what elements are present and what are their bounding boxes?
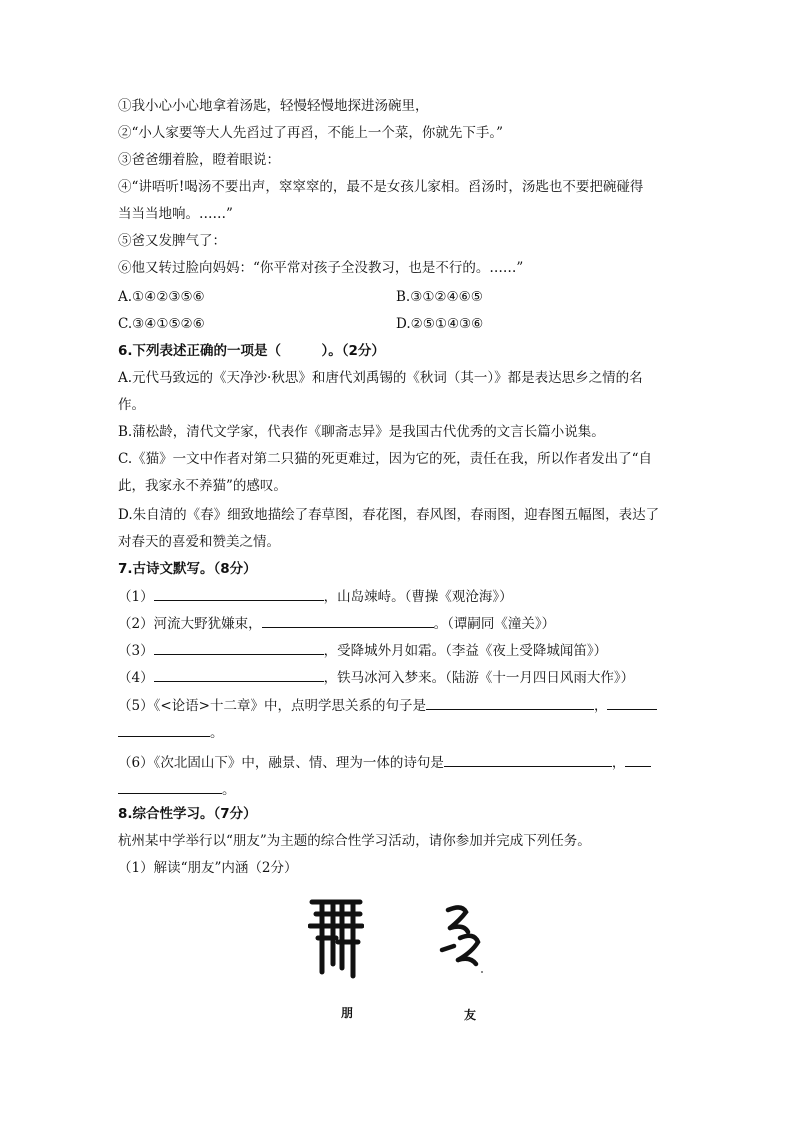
q7-item-5-end: 。 — [210, 725, 224, 741]
q6-title: 6.下列表述正确的一项是（ ）。（2分） — [118, 343, 385, 359]
seal-label-you: 友 — [464, 1008, 477, 1022]
q7-item-4-blank[interactable] — [154, 668, 324, 682]
q5-option-b: B.③①②④⑥⑤ — [396, 289, 483, 305]
q7-item-2 — [118, 614, 555, 633]
q6-option-c-line1: C.《猫》一文中作者对第二只猫的死更难过，因为它的死，责任在我，所以作者发出了“自 — [118, 451, 653, 467]
q7-item-1-suffix: ，山岛竦峙。（曹操《观沧海》） — [323, 589, 513, 605]
q7-item-2-blank[interactable] — [262, 614, 434, 628]
q7-item-2-prefix: （2）河流大野犹嫌束， — [118, 616, 262, 632]
q7-item-1-blank[interactable] — [154, 587, 324, 601]
q5-line-3: ③爸爸绷着脸，瞪着眼说： — [118, 152, 280, 168]
q7-item-1-prefix: （1） — [118, 589, 154, 605]
q7-item-5-cont — [118, 723, 224, 742]
q7-item-5-prefix: （5）《<论语>十二章》中，点明学思关系的句子是 — [118, 698, 426, 714]
q7-item-6-prefix: （6）《次北固山下》中，融景、情、理为一体的诗句是 — [118, 755, 444, 771]
q7-item-4-suffix: ，铁马冰河入梦来。（陆游《十一月四日风雨大作》） — [323, 670, 635, 686]
seal-label-peng: 朋 — [341, 1006, 354, 1020]
q7-item-3-prefix: （3） — [118, 643, 154, 659]
q5-option-c: C.③④①⑤②⑥ — [118, 316, 205, 332]
q7-item-6-blank-2a[interactable] — [625, 753, 651, 767]
q5-option-d: D.②⑤①④③⑥ — [396, 316, 484, 332]
q5-line-1: ①我小心小心地拿着汤匙，轻慢轻慢地探进汤碗里， — [118, 98, 429, 114]
q8-title: 8.综合性学习。（7分） — [118, 806, 257, 822]
q5-option-a: A.①④②③⑤⑥ — [118, 289, 205, 305]
q7-item-6-separator: ， — [611, 755, 626, 771]
seal-character-peng-image — [308, 896, 364, 980]
q7-item-3-blank[interactable] — [154, 641, 324, 655]
q7-item-5-blank-1[interactable] — [426, 696, 594, 710]
q7-item-2-suffix: 。（谭嗣同《潼关》） — [433, 616, 556, 632]
q6-option-c-line2: 此，我家永不养猫”的感叹。 — [118, 478, 287, 494]
q7-item-6-blank-2b[interactable] — [118, 780, 222, 794]
q7-title: 7.古诗文默写。（8分） — [118, 561, 257, 577]
q7-item-5-blank-2a[interactable] — [607, 696, 657, 710]
q7-item-6-blank-1[interactable] — [444, 753, 612, 767]
q5-line-5: ⑤爸又发脾气了： — [118, 233, 226, 249]
q7-item-1 — [118, 587, 513, 606]
q7-item-5-separator: ， — [593, 698, 608, 714]
q5-line-4b: 当当当地响。……” — [118, 206, 233, 222]
q6-option-d-line2: 对春天的喜爱和赞美之情。 — [118, 534, 280, 550]
q7-item-6-end: 。 — [222, 782, 236, 798]
q8-task-1: （1）解读“朋友”内涵（2分） — [118, 860, 298, 876]
q7-item-4-prefix: （4） — [118, 670, 154, 686]
q6-option-d-line1: D.朱自清的《春》细致地描绘了春草图，春花图，春风图，春雨图，迎春图五幅图，表达了 — [118, 507, 660, 523]
q7-item-3 — [118, 641, 607, 660]
q7-item-5-blank-2b[interactable] — [118, 723, 210, 737]
q7-item-4 — [118, 668, 634, 687]
q5-line-2: ②“小人家要等大人先舀过了再舀，不能上一个菜，你就先下手。” — [118, 125, 504, 141]
q7-item-5 — [118, 696, 657, 715]
q6-option-b: B.蒲松龄，清代文学家，代表作《聊斋志异》是我国古代优秀的文言长篇小说集。 — [118, 424, 605, 440]
q6-option-a-line1: A.元代马致远的《天净沙·秋思》和唐代刘禹锡的《秋词（其一）》都是表达思乡之情的名 — [118, 370, 643, 386]
q7-item-6 — [118, 753, 651, 772]
q6-option-a-line2: 作。 — [118, 397, 145, 413]
seal-character-you-image — [438, 902, 486, 974]
q8-intro: 杭州某中学举行以“朋友”为主题的综合性学习活动，请你参加并完成下列任务。 — [118, 833, 591, 849]
q5-line-4a: ④“讲唔听!喝汤不要出声，窣窣窣的，最不是女孩儿家相。舀汤时，汤匙也不要把碗碰得 — [118, 179, 644, 195]
q7-item-6-cont — [118, 780, 236, 799]
q5-line-6: ⑥他又转过脸向妈妈：“你平常对孩子全没教习，也是不行的。……” — [118, 260, 524, 276]
q7-item-3-suffix: ，受降城外月如霜。（李益《夜上受降城闻笛》） — [323, 643, 608, 659]
